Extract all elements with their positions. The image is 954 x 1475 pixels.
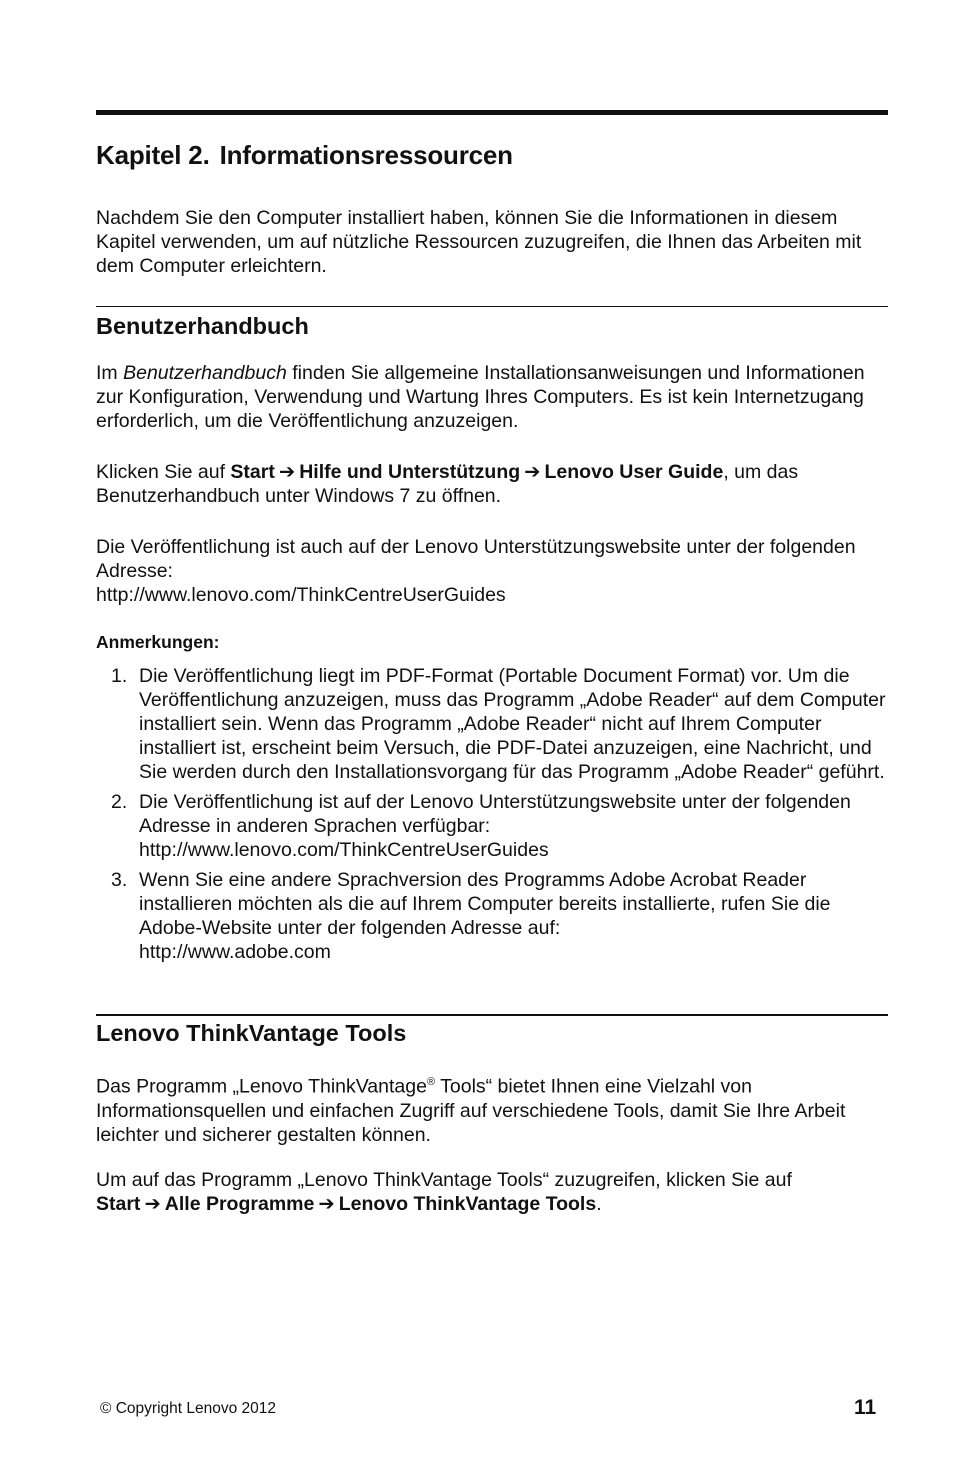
notes-label: Anmerkungen: <box>96 632 220 652</box>
arrow-right-icon: ➔ <box>318 1193 335 1215</box>
guide-heading: Benutzerhandbuch <box>96 313 309 339</box>
chapter-rule <box>96 110 888 115</box>
guide-p1-prefix: Im <box>96 362 124 384</box>
tools-p2-prefix: Um auf das Programm „Lenovo ThinkVantage Tools“ zuzugreifen, klicken Sie auf <box>96 1169 792 1191</box>
tools-p2-suffix: . <box>596 1193 602 1215</box>
arrow-right-icon: ➔ <box>524 461 541 483</box>
note-text: Wenn Sie eine andere Sprachversion des Programms Adobe Acrobat Reader installieren möchten als die auf Ihrem Computer bereits installierte, rufen Sie die Adobe-Website unter der folgenden Adresse auf: <box>139 869 831 939</box>
list-item <box>96 664 888 784</box>
menu-path-help: Hilfe und Unterstützung <box>299 461 521 483</box>
footer-copyright: © Copyright Lenovo 2012 <box>100 1400 277 1417</box>
note-url: http://www.adobe.com <box>139 941 331 963</box>
arrow-right-icon: ➔ <box>278 461 296 483</box>
note-number: 1. <box>111 665 128 687</box>
guide-p1-rest: finden Sie allgemeine Installationsanweisungen und Informationen zur Konfiguration, Verwendung und Wartung Ihres Computers. Es ist kein Internetzugang erforderlich, um die Veröffentlichung anzuzeigen. <box>96 362 865 432</box>
chapter-title <box>96 140 513 171</box>
menu-path-all-programs: Alle Programme <box>164 1193 315 1215</box>
guide-p1-italic: Benutzerhandbuch <box>123 362 287 384</box>
guide-paragraph-2 <box>96 460 888 508</box>
tools-paragraph-1 <box>96 1070 888 1147</box>
chapter-number: Kapitel 2. <box>96 140 210 170</box>
list-item <box>96 868 888 964</box>
list-item <box>96 790 888 862</box>
tools-p1-prefix: Das Programm „Lenovo ThinkVantage <box>96 1075 427 1098</box>
chapter-title-text: Informationsressourcen <box>219 140 513 170</box>
menu-path-start: Start <box>230 461 275 483</box>
arrow-right-icon: ➔ <box>144 1193 161 1215</box>
menu-path-user-guide: Lenovo User Guide <box>544 461 724 483</box>
note-text: Die Veröffentlichung ist auf der Lenovo Unterstützungswebsite unter der folgenden Adresse in anderen Sprachen verfügbar: <box>139 791 851 837</box>
note-text: Die Veröffentlichung liegt im PDF-Format (Portable Document Format) vor. Um die Veröffentlichung anzuzeigen, muss das Programm „Adobe Reader“ auf dem Computer installiert sein. Wenn das Programm „Adobe Reader“ nicht auf Ihrem Computer installiert ist, erscheint beim Versuch, die PDF-Datei anzuzeigen, eine Nachricht, und Sie werden durch den Installationsvorgang für das Programm „Adobe Reader“ geführt. <box>139 665 886 783</box>
menu-path-start: Start <box>96 1193 141 1215</box>
note-number: 2. <box>111 791 128 813</box>
page-number: 11 <box>854 1396 877 1419</box>
tools-p1-rest: Tools“ bietet Ihnen eine Vielzahl von Informationsquellen und einfachen Zugriff auf verschiedene Tools, damit Sie Ihre Arbeit leichter und sicherer gestalten können. <box>96 1075 846 1146</box>
intro-paragraph: Nachdem Sie den Computer installiert haben, können Sie die Informationen in diesem Kapitel verwenden, um auf nützliche Ressourcen zuzugreifen, die Ihnen das Arbeiten mit dem Computer erleichtern. <box>96 207 862 277</box>
guide-p2-prefix: Klicken Sie auf <box>96 461 231 483</box>
registered-mark: ® <box>426 1076 436 1088</box>
guide-url: http://www.lenovo.com/ThinkCentreUserGuides <box>96 584 506 606</box>
tools-heading: Lenovo ThinkVantage Tools <box>96 1020 407 1046</box>
guide-p3-text: Die Veröffentlichung ist auch auf der Lenovo Unterstützungswebsite unter der folgenden Adresse: <box>96 536 856 582</box>
tools-paragraph-2 <box>96 1168 888 1216</box>
guide-p2-suffix: , um das Benutzerhandbuch unter Windows 7 zu öffnen. <box>96 461 799 507</box>
note-number: 3. <box>111 869 128 891</box>
section-rule-tools <box>96 1014 888 1016</box>
guide-paragraph-3 <box>96 535 888 607</box>
guide-paragraph-1 <box>96 361 888 433</box>
section-rule-guide <box>96 306 888 307</box>
note-url: http://www.lenovo.com/ThinkCentreUserGuides <box>139 839 549 861</box>
notes-list <box>96 664 888 970</box>
menu-path-thinkvantage: Lenovo ThinkVantage Tools <box>338 1193 597 1215</box>
